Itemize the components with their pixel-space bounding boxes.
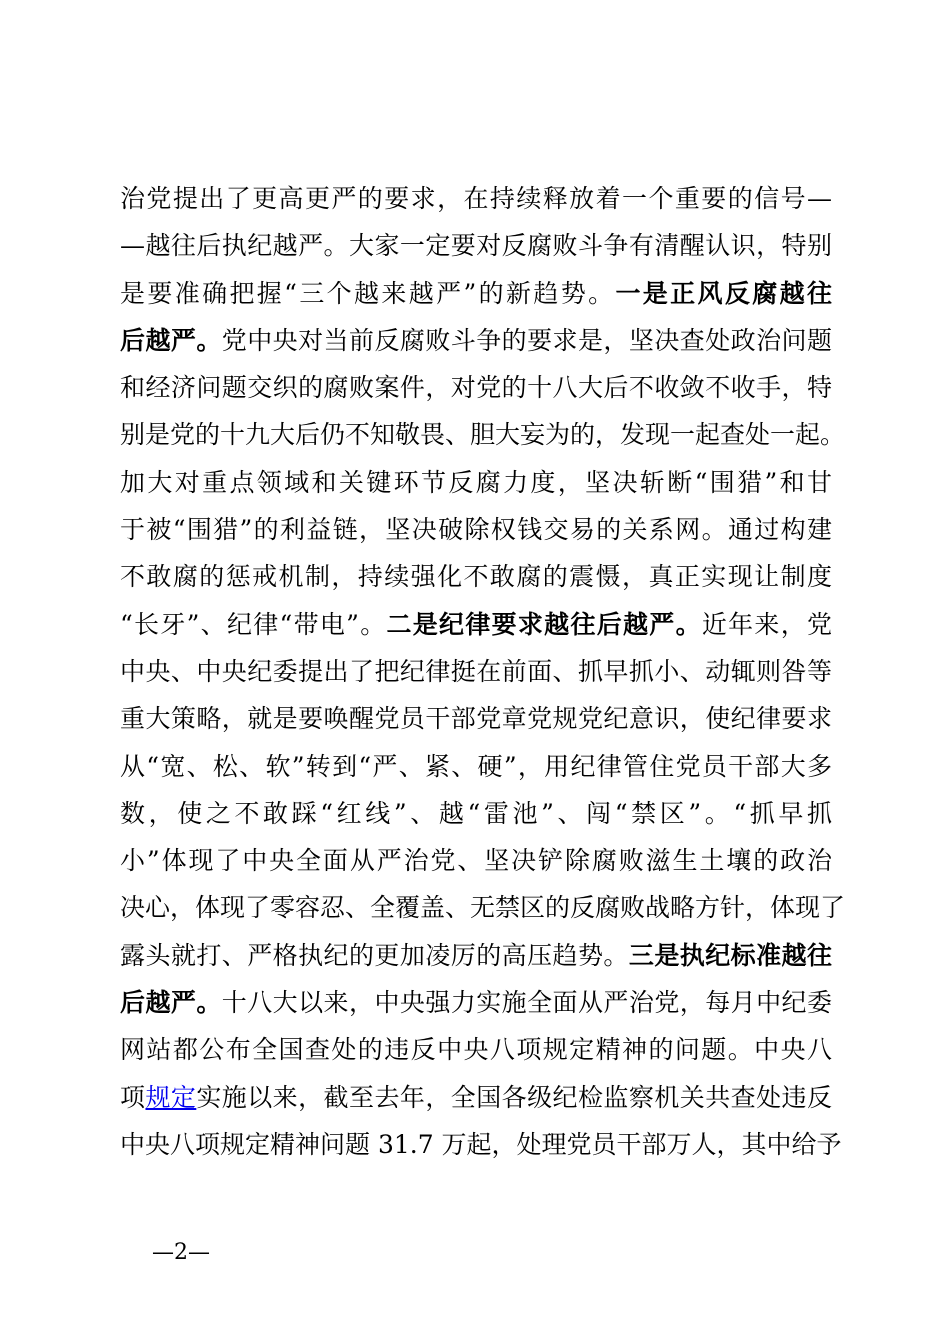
text-line bbox=[120, 790, 832, 837]
text-segment: 近年来，党 bbox=[701, 609, 832, 639]
emphasis-heading: 三是执纪标准越往 bbox=[628, 940, 832, 970]
text-segment: 和经济问题交织的腐败案件，对党的十八大后不收敛不收手，特 bbox=[120, 373, 832, 403]
text-line bbox=[120, 1026, 832, 1073]
hyperlink-guiding[interactable]: 规定 bbox=[145, 1082, 197, 1112]
text-line bbox=[120, 695, 832, 742]
text-segment: 别是党的十九大后仍不知敬畏、胆大妄为的，发现一起查处一起。 bbox=[120, 420, 846, 450]
text-line bbox=[120, 884, 846, 931]
text-segment: 于被“围猎”的利益链，坚决破除权钱交易的关系网。通过构建 bbox=[120, 515, 832, 545]
text-segment: 从“宽、松、软”转到“严、紧、硬”，用纪律管住党员干部大多 bbox=[120, 751, 832, 781]
text-segment: 中央八项规定精神问题 31.7 万起，处理党员干部万人，其中给予 bbox=[120, 1129, 842, 1159]
text-segment: “长牙”、纪律“带电”。 bbox=[120, 609, 387, 639]
text-line bbox=[120, 1074, 832, 1121]
text-line bbox=[120, 270, 832, 317]
text-segment: 重大策略，就是要唤醒党员干部党章党规党纪意识，使纪律要求 bbox=[120, 704, 832, 734]
text-segment: 小”体现了中央全面从严治党、坚决铲除腐败滋生土壤的政治 bbox=[120, 846, 832, 876]
text-line bbox=[120, 979, 832, 1026]
emphasis-heading: 二是纪律要求越往后越严。 bbox=[386, 609, 702, 639]
text-line bbox=[120, 648, 832, 695]
text-line bbox=[120, 317, 832, 364]
text-segment: 项 bbox=[120, 1082, 146, 1112]
text-line bbox=[120, 601, 832, 648]
page-number: —2— bbox=[152, 1240, 210, 1265]
text-segment: 是要准确把握“三个越来越严”的新趋势。 bbox=[120, 278, 616, 308]
text-segment: 数，使之不敢踩“红线”、越“雷池”、闯“禁区”。“抓早抓 bbox=[120, 798, 832, 828]
text-line bbox=[120, 222, 832, 269]
emphasis-heading: 一是正风反腐越往 bbox=[615, 278, 832, 308]
text-segment: 中央、中央纪委提出了把纪律挺在前面、抓早抓小、动辄则咎等 bbox=[120, 656, 832, 686]
text-segment: 十八大以来，中央强力实施全面从严治党，每月中纪委 bbox=[221, 988, 832, 1018]
text-segment: 实施以来，截至去年，全国各级纪检监察机关共查处违反 bbox=[196, 1082, 832, 1112]
text-line bbox=[120, 411, 846, 458]
text-segment: 露头就打、严格执纪的更加凌厉的高压趋势。 bbox=[120, 940, 629, 970]
text-segment: 决心，体现了零容忍、全覆盖、无禁区的反腐败战略方针，体现了 bbox=[120, 893, 846, 923]
text-line bbox=[120, 837, 832, 884]
text-line bbox=[120, 1121, 842, 1168]
text-segment: 加大对重点领域和关键环节反腐力度，坚决斩断“围猎”和甘 bbox=[120, 467, 832, 497]
text-line bbox=[120, 175, 832, 222]
body-paragraph bbox=[120, 175, 846, 1168]
emphasis-heading: 后越严。 bbox=[120, 988, 222, 1018]
text-line bbox=[120, 506, 832, 553]
text-segment: 治党提出了更高更严的要求，在持续释放着一个重要的信号— bbox=[120, 184, 832, 213]
text-segment: 网站都公布全国查处的违反中央八项规定精神的问题。中央八 bbox=[120, 1035, 832, 1065]
text-line bbox=[120, 553, 832, 600]
text-line bbox=[120, 932, 832, 979]
text-segment: 不敢腐的惩戒机制，持续强化不敢腐的震慑，真正实现让制度 bbox=[120, 562, 832, 592]
text-line bbox=[120, 364, 832, 411]
text-segment: —越往后执纪越严。大家一定要对反腐败斗争有清醒认识，特别 bbox=[120, 231, 832, 261]
text-segment: 党中央对当前反腐败斗争的要求是，坚决查处政治问题 bbox=[221, 325, 832, 355]
emphasis-heading: 后越严。 bbox=[120, 325, 222, 355]
text-line bbox=[120, 459, 832, 506]
text-line bbox=[120, 743, 832, 790]
